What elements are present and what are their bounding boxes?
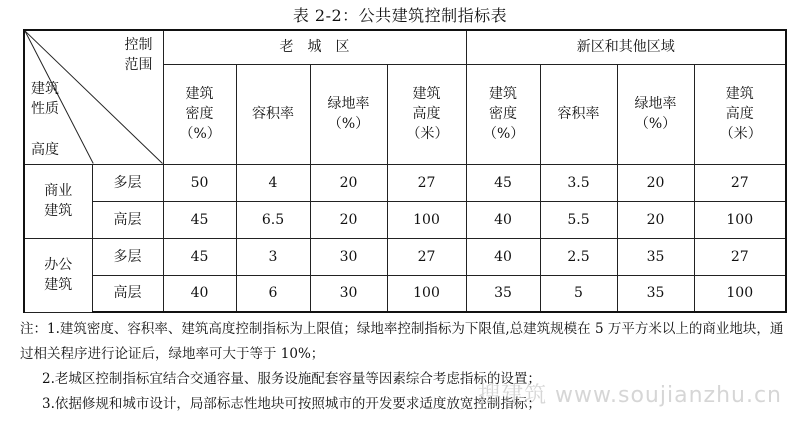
cell-value: 35 — [466, 275, 540, 312]
note-2: 2.老城区控制指标宜结合交通容量、服务设施配套容量等因素综合考虑指标的设置； — [42, 371, 541, 387]
corner-label-building-type: 建筑性质 — [31, 81, 59, 117]
cell-value: 45 — [163, 238, 236, 275]
col-header-density — [163, 64, 236, 164]
row-type-commercial-text: 商业建筑 — [44, 183, 73, 219]
note-1: 注：1.建筑密度、容积率、建筑高度控制指标为上限值；绿地率控制指标为下限值,总建筑规模在 5 万平方米以上的商业地块，通过相关程序进行论证后，绿地率可大于等于 10%； — [20, 321, 784, 362]
cell-value: 5.5 — [540, 201, 617, 238]
row-height-label: 高层 — [92, 201, 163, 238]
cell-value: 5 — [540, 275, 617, 312]
col-header-green — [617, 64, 694, 164]
table-row — [24, 201, 786, 238]
cell-value: 3.5 — [540, 164, 617, 201]
cell-value: 40 — [466, 238, 540, 275]
table-notes — [20, 317, 790, 417]
control-index-table — [23, 29, 787, 313]
row-type-office — [24, 238, 92, 312]
col-header-height — [694, 64, 786, 164]
cell-value: 6.5 — [236, 201, 310, 238]
col-header-green-text: 绿地率（%） — [327, 96, 370, 132]
cell-value: 20 — [310, 164, 387, 201]
col-header-density-text: 建筑密度（%） — [483, 86, 525, 142]
cell-value: 30 — [310, 275, 387, 312]
cell-value: 40 — [466, 201, 540, 238]
cell-value: 20 — [617, 164, 694, 201]
cell-value: 20 — [617, 201, 694, 238]
col-header-height-text: 建筑高度（米） — [719, 86, 762, 142]
row-type-commercial — [24, 164, 92, 238]
row-type-office-text: 办公建筑 — [44, 257, 73, 293]
col-header-far: 容积率 — [236, 64, 310, 164]
corner-label-height: 高度 — [31, 141, 59, 158]
group-header-new-area: 新区和其他区域 — [466, 30, 786, 64]
cell-value: 2.5 — [540, 238, 617, 275]
cell-value: 27 — [387, 238, 466, 275]
cell-value: 100 — [387, 275, 466, 312]
header-corner-cell — [24, 30, 163, 164]
col-header-density-text: 建筑密度（%） — [179, 86, 221, 142]
cell-value: 4 — [236, 164, 310, 201]
cell-value: 30 — [310, 238, 387, 275]
cell-value: 27 — [694, 238, 786, 275]
cell-value: 35 — [617, 238, 694, 275]
row-height-label: 高层 — [92, 275, 163, 312]
cell-value: 27 — [387, 164, 466, 201]
cell-value: 45 — [163, 201, 236, 238]
table-row — [24, 238, 786, 275]
table-row — [24, 275, 786, 312]
col-header-far: 容积率 — [540, 64, 617, 164]
cell-value: 3 — [236, 238, 310, 275]
cell-value: 20 — [310, 201, 387, 238]
row-height-label: 多层 — [92, 238, 163, 275]
cell-value: 100 — [694, 201, 786, 238]
corner-label-scope: 控制范围 — [124, 37, 153, 73]
cell-value: 45 — [466, 164, 540, 201]
table-title: 表 2-2：公共建筑控制指标表 — [292, 6, 508, 25]
cell-value: 40 — [163, 275, 236, 312]
cell-value: 35 — [617, 275, 694, 312]
cell-value: 100 — [694, 275, 786, 312]
row-height-label: 多层 — [92, 164, 163, 201]
watermark: 搜建筑 www.soujianzhu.cn — [478, 383, 782, 408]
cell-value: 100 — [387, 201, 466, 238]
group-header-old-city: 老 城 区 — [163, 30, 466, 64]
table-row — [24, 164, 786, 201]
col-header-height-text: 建筑高度（米） — [406, 86, 449, 142]
cell-value: 50 — [163, 164, 236, 201]
col-header-density — [466, 64, 540, 164]
cell-value: 6 — [236, 275, 310, 312]
note-3: 3.依据修规和城市设计，局部标志性地块可按照城市的开发要求适度放宽控制指标； — [42, 396, 541, 412]
col-header-green — [310, 64, 387, 164]
col-header-height — [387, 64, 466, 164]
cell-value: 27 — [694, 164, 786, 201]
col-header-green-text: 绿地率（%） — [634, 96, 677, 132]
